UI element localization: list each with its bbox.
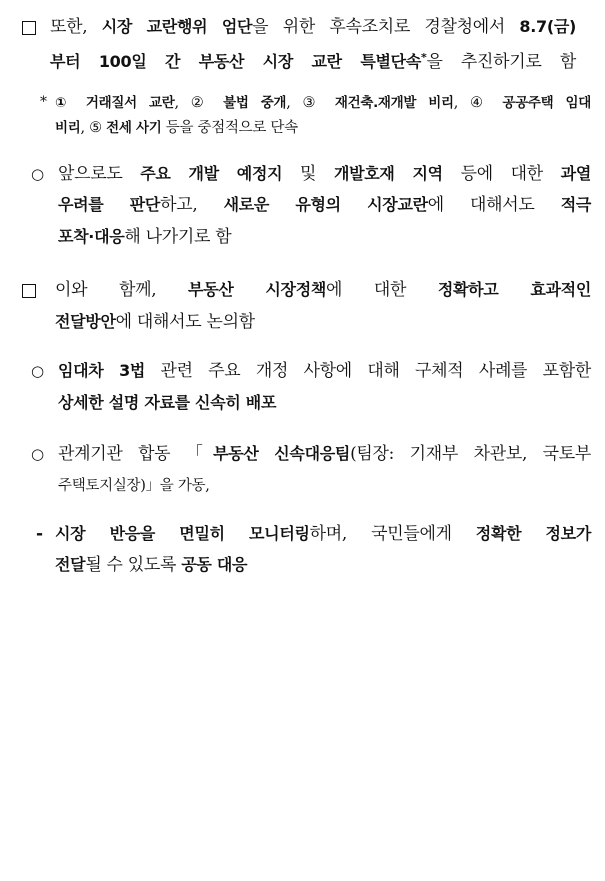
circle-bullet-icon: ○	[31, 445, 45, 463]
paragraph-line: 전달될 수 있도록 공동 대응	[55, 555, 248, 575]
paragraph-line: 포착·대응해 나가기로 함	[58, 227, 232, 247]
paragraph-line: 부터 100일 간 부동산 시장 교란 특별단속*을 추진하기로 함	[50, 51, 577, 72]
footnote-line: ① 거래질서 교란, ② 불법 중개, ③ 재건축.재개발 비리, ④ 공공주택 임대	[55, 95, 591, 111]
asterisk-marker: *	[40, 94, 47, 110]
paragraph-line: 또한, 시장 교란행위 엄단을 위한 후속조치로 경찰청에서 8.7(금)	[50, 17, 577, 37]
paragraph-line: 시장 반응을 면밀히 모니터링하며, 국민들에게 정확한 정보가	[55, 524, 591, 544]
paragraph-line: 이와 함께, 부동산 시장정책에 대한 정확하고 효과적인	[55, 280, 591, 300]
paragraph-line: 관계기관 합동 「부동산 신속대응팀(팀장: 기재부 차관보, 국토부	[58, 444, 591, 464]
paragraph-line: 전달방안에 대해서도 논의함	[55, 312, 255, 332]
paragraph-line: 상세한 설명 자료를 신속히 배포	[58, 393, 277, 412]
circle-bullet-icon: ○	[31, 362, 45, 380]
paragraph-line: 주택토지실장)」을 가동,	[58, 478, 210, 494]
circle-bullet-icon: ○	[31, 165, 45, 183]
paragraph-line: 임대차 3법 관련 주요 개정 사항에 대해 구체적 사례를 포함한	[58, 361, 591, 381]
paragraph-line: 앞으로도 주요 개발 예정지 및 개발호재 지역 등에 대한 과열	[58, 164, 591, 184]
dash-bullet-icon: -	[36, 524, 44, 544]
footnote-marker: *	[420, 51, 427, 64]
footnote-line: 비리, ⑤ 전세 사기 등을 중점적으로 단속	[55, 120, 298, 136]
square-bullet-icon	[22, 284, 36, 298]
square-bullet-icon	[22, 21, 36, 35]
paragraph-line: 우려를 판단하고, 새로운 유형의 시장교란에 대해서도 적극	[58, 195, 591, 215]
